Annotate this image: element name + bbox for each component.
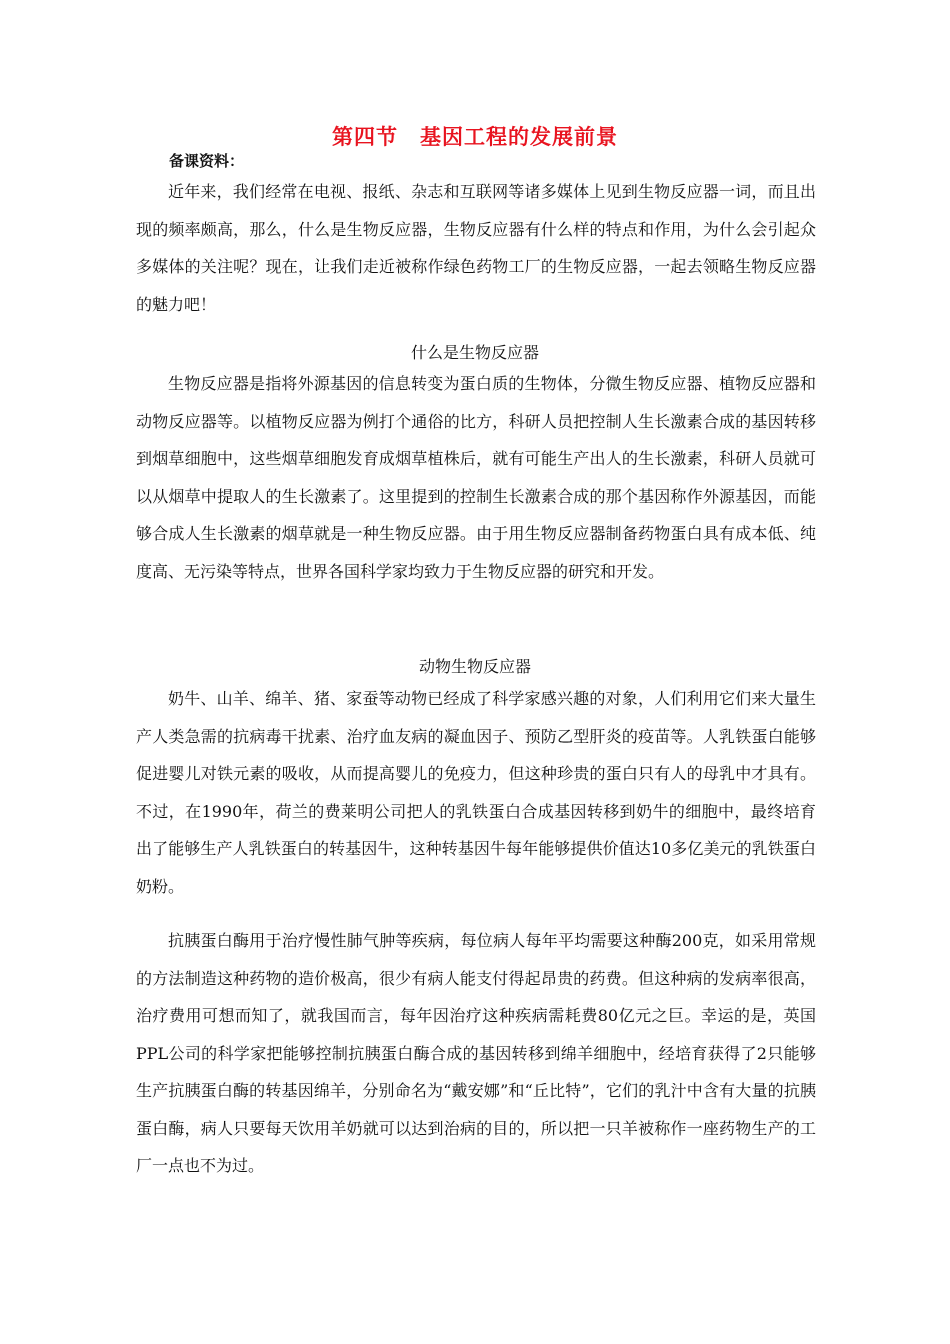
bioreactor-definition-paragraph: 生物反应器是指将外源基因的信息转变为蛋白质的生物体，分微生物反应器、植物反应器和动物反应器等。以植物反应器为例打个通俗的比方，科研人员把控制人生长激素合成的基因转移到烟草细胞中，这些烟草细胞发育成烟草植株后，就有可能生产出人的生长激素，科研人员就可以从烟草中提取人的生长激素了。这里提到的控制生长激素合成的那个基因称作外源基因，而能够合成人生长激素的烟草就是一种生物反应器。由于用生物反应器制备药物蛋白具有成本低、纯度高、无污染等特点，世界各国科学家均致力于生物反应器的研究和开发。 (136, 374, 816, 581)
prep-materials-label: 备课资料： (169, 152, 245, 170)
animal-bioreactor-paragraph-1: 奶牛、山羊、绵羊、猪、家蚕等动物已经成了科学家感兴趣的对象，人们利用它们来大量生产人类急需的抗病毒干扰素、治疗血友病的凝血因子、预防乙型肝炎的疫苗等。人乳铁蛋白能够促进婴儿对铁元素的吸收，从而提高婴儿的免疫力，但这种珍贵的蛋白只有人的母乳中才具有。不过，在1990年，荷兰的费莱明公司把人的乳铁蛋白合成基因转移到奶牛的细胞中，最终培育出了能够生产人乳铁蛋白的转基因牛，这种转基因牛每年能够提供价值达10多亿美元的乳铁蛋白奶粉。 (136, 689, 816, 896)
animal-bioreactor-paragraph-2: 抗胰蛋白酶用于治疗慢性肺气肿等疾病，每位病人每年平均需要这种酶200克，如采用常规的方法制造这种药物的造价极高，很少有病人能支付得起昂贵的药费。但这种病的发病率很高，治疗费用可想而知了，就我国而言，每年因治疗这种疾病需耗费80亿元之巨。幸运的是，英国PPL公司的科学家把能够控制抗胰蛋白酶合成的基因转移到绵羊细胞中，经培育获得了2只能够生产抗胰蛋白酶的转基因绵羊，分别命名为“戴安娜”和“丘比特”，它们的乳汁中含有大量的抗胰蛋白酶，病人只要每天饮用羊奶就可以达到治病的目的，所以把一只羊被称作一座药物生产的工厂一点也不为过。 (136, 931, 816, 1175)
page-title: 第四节 基因工程的发展前景 (332, 125, 618, 149)
section-heading-what-is-bioreactor: 什么是生物反应器 (410, 343, 539, 362)
intro-paragraph: 近年来，我们经常在电视、报纸、杂志和互联网等诸多媒体上见到生物反应器一词，而且出现的频率颇高，那么，什么是生物反应器，生物反应器有什么样的特点和作用，为什么会引起众多媒体的关注呢？现在，让我们走近被称作绿色药物工厂的生物反应器，一起去领略生物反应器的魅力吧！ (136, 182, 816, 314)
section-heading-animal-bioreactor: 动物生物反应器 (418, 657, 531, 676)
